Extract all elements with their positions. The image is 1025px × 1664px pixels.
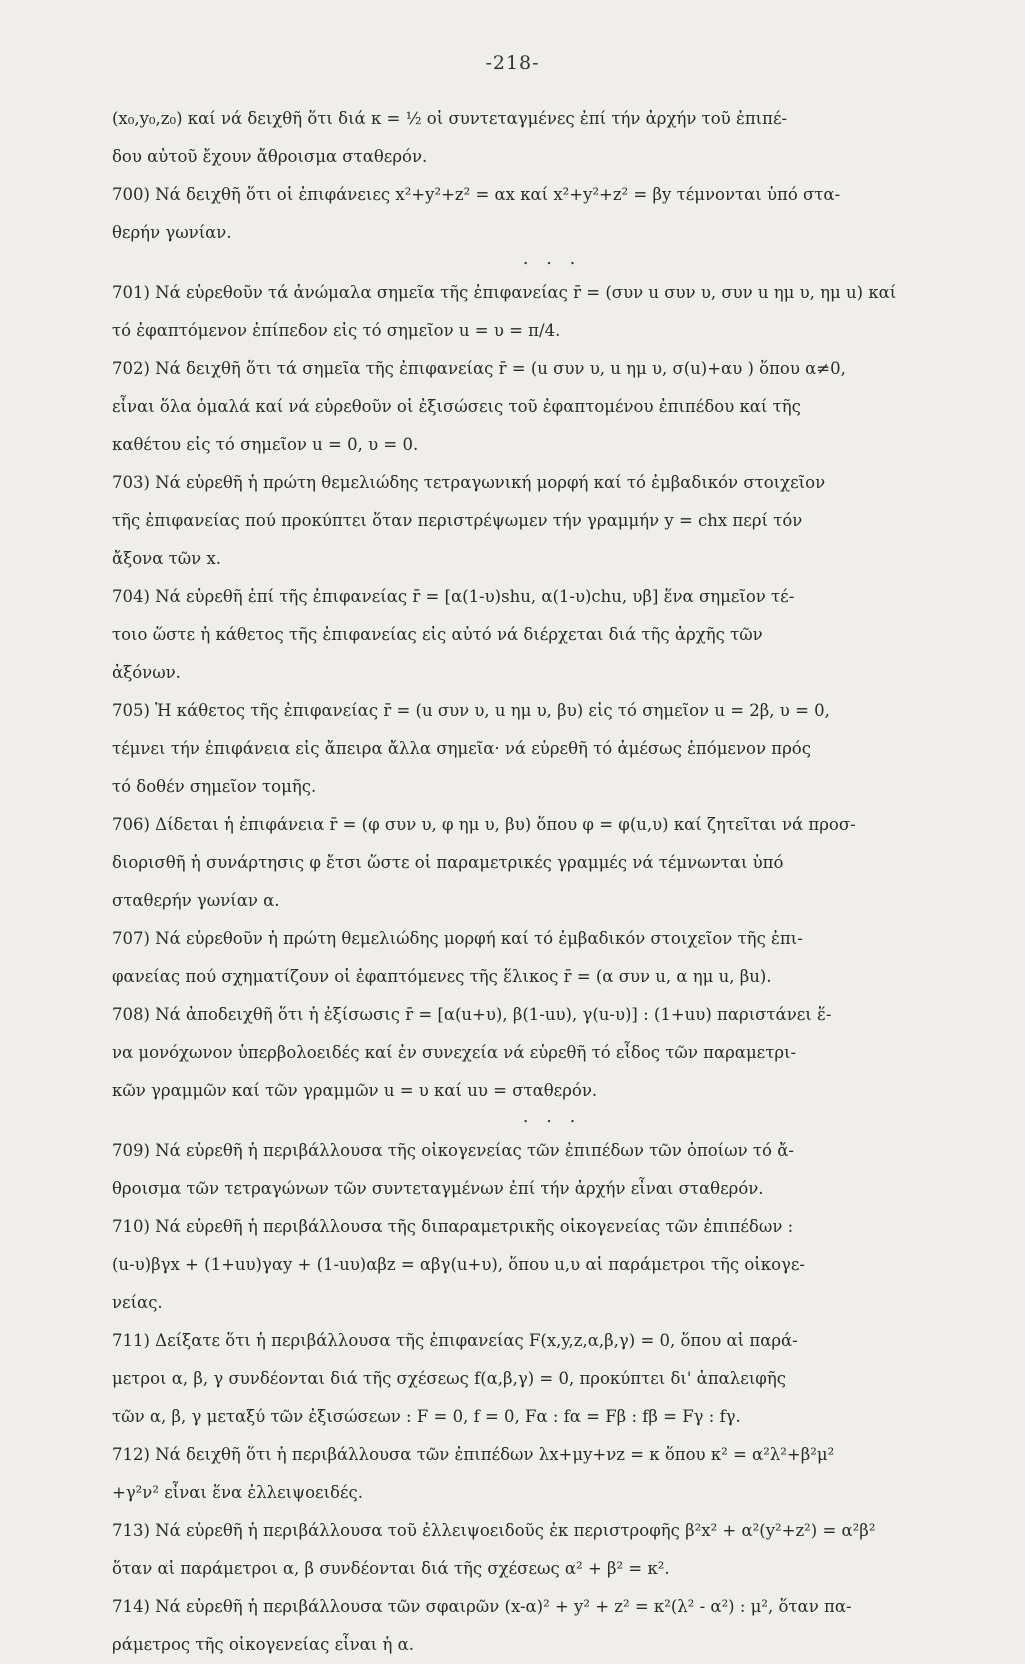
problem-712-line: 712) Νά δειχθῆ ὅτι ἡ περιβάλλουσα τῶν ἐπιπέδων λx+μy+νz = κ ὅπου κ² = α²λ²+β²μ² [112,1445,835,1464]
problem-700-line: θερήν γωνίαν. [112,223,232,242]
problem-701-line: τό ἐφαπτόμενον ἐπίπεδον εἰς τό σημεῖον u = υ = π/4. [112,321,561,340]
problem-702-line: καθέτου εἰς τό σημεῖον u = 0, υ = 0. [112,435,419,454]
problem-702-line: εἶναι ὅλα ὁμαλά καί νά εὑρεθοῦν οἱ ἐξισώσεις τοῦ ἐφαπτομένου ἐπιπέδου καί τῆς [112,397,801,416]
problem-709-line: 709) Νά εὑρεθῆ ἡ περιβάλλουσα τῆς οἰκογενείας τῶν ἐπιπέδων τῶν ὁποίων τό ἄ- [112,1141,794,1160]
page-number: -218- [485,52,540,74]
problem-706-line: σταθερήν γωνίαν α. [112,891,280,910]
problem-711-line: 711) Δείξατε ὅτι ἡ περιβάλλουσα τῆς ἐπιφανείας F(x,y,z,α,β,γ) = 0, ὅπου αἱ παρά- [112,1331,798,1350]
text-line: (x₀,y₀,z₀) καί νά δειχθῆ ὅτι διά κ = ½ οἱ συντεταγμένες ἐπί τήν ἀρχήν τοῦ ἐπιπέ- [112,109,788,128]
problem-704-line: 704) Νά εὑρεθῆ ἐπί τῆς ἐπιφανείας r̄ = [α(1-υ)shu, α(1-υ)chu, υβ] ἕνα σημεῖον τέ- [112,587,795,606]
problem-704-line: τοιο ὥστε ἡ κάθετος τῆς ἐπιφανείας εἰς αὐτό νά διέρχεται διά τῆς ἀρχῆς τῶν [112,625,763,644]
problem-707-line: φανείας πού σχηματίζουν οἱ ἐφαπτόμενες τῆς ἕλικος r̄ = (α συν u, α ημ u, βu). [112,967,772,986]
problem-705-line: τό δοθέν σημεῖον τομῆς. [112,777,317,796]
problem-708-line: κῶν γραμμῶν καί τῶν γραμμῶν u = υ καί uυ = σταθερόν. [112,1081,598,1100]
problem-710-line: νείας. [112,1293,163,1312]
problem-701-line: 701) Νά εὑρεθοῦν τά ἀνώμαλα σημεῖα τῆς ἐπιφανείας r̄ = (συν u συν υ, συν u ημ υ, ημ u) καί [112,283,897,302]
problem-700-line: 700) Νά δειχθῆ ὅτι οἱ ἐπιφάνειες x²+y²+z² = αx καί x²+y²+z² = βy τέμνονται ὑπό στα- [112,185,841,204]
problem-703-line: 703) Νά εὑρεθῆ ἡ πρώτη θεμελιώδης τετραγωνική μορφή καί τό ἐμβαδικόν στοιχεῖον [112,473,826,492]
problem-710-line: (u-υ)βγx + (1+uυ)γαy + (1-uυ)αβz = αβγ(u+υ), ὅπου u,υ αἱ παράμετροι τῆς οἰκογε- [112,1255,806,1274]
problem-708-line: 708) Νά ἀποδειχθῆ ὅτι ἡ ἐξίσωσις r̄ = [α(u+υ), β(1-uυ), γ(u-υ)] : (1+uυ) παριστάνει ἕ- [112,1005,832,1024]
problem-706-line: διορισθῆ ἡ συνάρτησις φ ἔτσι ὥστε οἱ παραμετρικές γραμμές νά τέμνωνται ὑπό [112,853,784,872]
page-content [112,100,992,1664]
problem-714-line: 714) Νά εὑρεθῆ ἡ περιβάλλουσα τῶν σφαιρῶν (x-α)² + y² + z² = κ²(λ² - α²) : μ², ὅταν πα- [112,1597,852,1616]
problem-702-line: 702) Νά δειχθῆ ὅτι τά σημεῖα τῆς ἐπιφανείας r̄ = (u συν υ, u ημ υ, σ(u)+αυ ) ὅπου α≠0, [112,359,846,378]
problem-714-line: ράμετρος τῆς οἰκογενείας εἶναι ἡ α. [112,1635,415,1654]
problem-703-line: τῆς ἐπιφανείας πού προκύπτει ὅταν περιστρέψωμεν τήν γραμμήν y = chx περί τόν [112,511,803,530]
problem-713-line: 713) Νά εὑρεθῆ ἡ περιβάλλουσα τοῦ ἐλλειψοειδοῦς ἐκ περιστροφῆς β²x² + α²(y²+z²) = α²β² [112,1521,876,1540]
problem-704-line: ἀξόνων. [112,663,181,682]
problem-712-line: +γ²ν² εἶναι ἕνα ἐλλειψοειδές. [112,1483,364,1502]
section-separator: . . . [522,248,582,269]
problem-708-line: να μονόχωνον ὑπερβολοειδές καί ἐν συνεχεία νά εὑρεθῆ τό εἶδος τῶν παραμετρι- [112,1043,797,1062]
text-line: δου αὐτοῦ ἔχουν ἄθροισμα σταθερόν. [112,147,428,166]
problem-709-line: θροισμα τῶν τετραγώνων τῶν συντεταγμένων ἐπί τήν ἀρχήν εἶναι σταθερόν. [112,1179,764,1198]
problem-706-line: 706) Δίδεται ἡ ἐπιφάνεια r̄ = (φ συν υ, φ ημ υ, βυ) ὅπου φ = φ(u,υ) καί ζητεῖται νά προσ- [112,815,856,834]
problem-705-line: 705) Ἡ κάθετος τῆς ἐπιφανείας r̄ = (u συν υ, u ημ υ, βυ) εἰς τό σημεῖον u = 2β, υ = 0, [112,701,830,720]
problem-711-line: μετροι α, β, γ συνδέονται διά τῆς σχέσεως f(α,β,γ) = 0, προκύπτει δι' ἀπαλειφῆς [112,1369,786,1388]
problem-710-line: 710) Νά εὑρεθῆ ἡ περιβάλλουσα τῆς διπαραμετρικῆς οἰκογενείας τῶν ἐπιπέδων : [112,1217,794,1236]
section-separator: . . . [522,1106,582,1127]
problem-713-line: ὅταν αἱ παράμετροι α, β συνδέονται διά τῆς σχέσεως α² + β² = κ². [112,1559,670,1578]
problem-705-line: τέμνει τήν ἐπιφάνεια εἰς ἄπειρα ἄλλα σημεῖα· νά εὑρεθῆ τό ἀμέσως ἑπόμενον πρός [112,739,811,758]
problem-703-line: ἄξονα τῶν x. [112,549,221,568]
problem-711-line: τῶν α, β, γ μεταξύ τῶν ἐξισώσεων : F = 0, f = 0, Fα : fα = Fβ : fβ = Fγ : fγ. [112,1407,741,1426]
problem-707-line: 707) Νά εὑρεθοῦν ἡ πρώτη θεμελιώδης μορφή καί τό ἐμβαδικόν στοιχεῖον τῆς ἐπι- [112,929,803,948]
